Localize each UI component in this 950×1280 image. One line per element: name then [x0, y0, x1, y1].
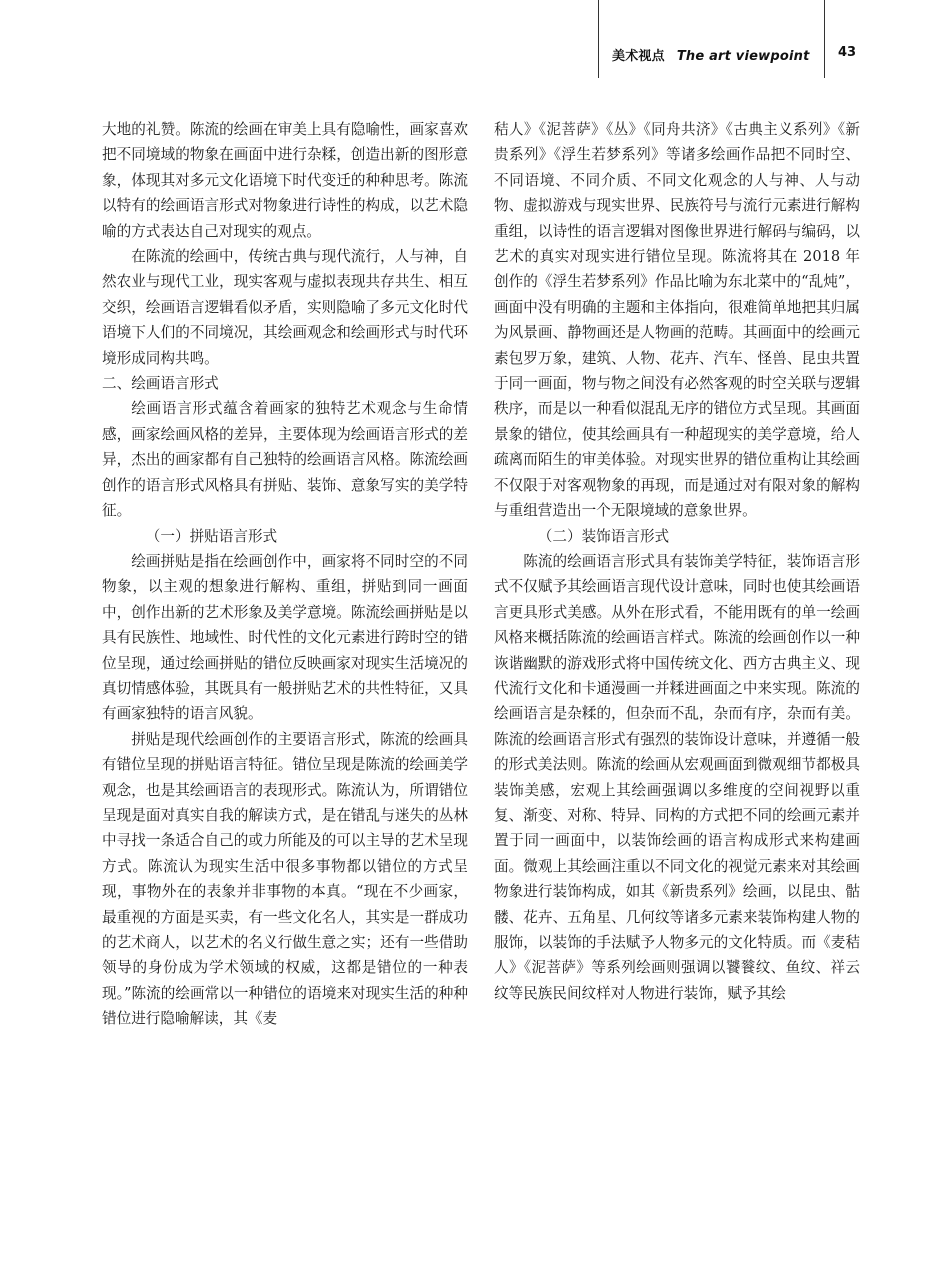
paragraph: 绘画语言形式蕴含着画家的独特艺术观念与生命情感，画家绘画风格的差异，主要体现为绘画语言形式的差异，杰出的画家都有自己独特的绘画语言风格。陈流绘画创作的语言形式风格具有拼贴、装饰、意象写实的美学特征。 — [102, 400, 468, 520]
paragraph: 在陈流的绘画中，传统古典与现代流行，人与神，自然农业与现代工业，现实客观与虚拟表现共存共生、相互交织，绘画语言逻辑看似矛盾，实则隐喻了多元文化时代语境下人们的不同境况，其绘画观念和绘画形式与时代环境形成同构共鸣。 — [102, 248, 468, 367]
section-heading: 二、绘画语言形式 — [102, 375, 219, 393]
paragraph: 秸人》《泥菩萨》《丛》《同舟共济》《古典主义系列》《新贵系列》《浮生若梦系列》等诸多绘画作品把不同时空、不同语境、不同介质、不同文化观念的人与神、人与动物、虚拟游戏与现实世界、民族符号与流行元素进行解构重组，以诗性的语言逻辑对图像世界进行解码与编码，以艺术的真实对现实进行错位呈现。陈流将其在 2018 年创作的《浮生若梦系列》作品比喻为东北菜中的“乱炖”，画面中没有明确的主题和主体指向，很难简单地把其归属为风景画、静物画还是人物画的范畴。其画面中的绘画元素包罗万象，建筑、人物、花卉、汽车、怪兽、昆虫共置于同一画面，物与物之间没有必然客观的时空关联与逻辑秩序，而是以一种看似混乱无序的错位方式呈现。其画面景象的错位，使其绘画具有一种超现实的美学意境，给人疏离而陌生的审美体验。对现实世界的错位重构让其绘画不仅限于对客观物象的再现，而是通过对有限对象的解构与重组营造出一个无限境域的意象世界。 — [494, 121, 860, 520]
header-title-en: The art viewpoint — [676, 49, 810, 64]
paragraph: 大地的礼赞。陈流的绘画在审美上具有隐喻性，画家喜欢把不同境域的物象在画面中进行杂糅，创造出新的图形意象，体现其对多元文化语境下时代变迁的种种思考。陈流以特有的绘画语言形式对物象进行诗性的构成，以艺术隐喻的方式表达自己对现实的观点。 — [102, 121, 468, 240]
section-heading: （二）装饰语言形式 — [537, 527, 670, 545]
paragraph: 绘画拼贴是指在绘画创作中，画家将不同时空的不同物象，以主观的想象进行解构、重组，拼贴到同一画面中，创作出新的艺术形象及美学意境。陈流绘画拼贴是以具有民族性、地域性、时代性的文化元素进行跨时空的错位呈现，通过绘画拼贴的错位反映画家对现实生活境况的真切情感体验，其既具有一般拼贴艺术的共性特征，又具有画家独特的语言风貌。 — [102, 552, 468, 723]
section-heading: （一）拼贴语言形式 — [145, 527, 278, 545]
page-number: 43 — [838, 45, 857, 60]
text-column-right — [494, 117, 860, 1006]
paragraph: 拼贴是现代绘画创作的主要语言形式，陈流的绘画具有错位呈现的拼贴语言特征。错位呈现是陈流的绘画美学观念，也是其绘画语言的表现形式。陈流认为，所谓错位呈现是面对真实自我的解读方式，是在错乱与迷失的丛林中寻找一条适合自己的或力所能及的可以主导的艺术呈现方式。陈流认为现实生活中很多事物都以错位的方式呈现，事物外在的表象并非事物的本真。“现在不少画家，最重视的方面是买卖，有一些文化名人，其实是一群成功的艺术商人，以艺术的名义行做生意之实；还有一些借助领导的身份成为学术领域的权威，这都是错位的一种表现。”陈流的绘画常以一种错位的语境来对现实生活的种种错位进行隐喻解读，其《麦 — [102, 730, 468, 1028]
header-title-cn: 美术视点 — [612, 49, 665, 64]
running-header — [612, 45, 810, 64]
header-divider-left — [598, 0, 599, 78]
header-divider-right — [824, 0, 825, 78]
text-column-left — [102, 117, 468, 1032]
paragraph: 陈流的绘画语言形式具有装饰美学特征，装饰语言形式不仅赋予其绘画语言现代设计意味，同时也使其绘画语言更具形式美感。从外在形式看，不能用既有的单一绘画风格来概括陈流的绘画语言样式。陈流的绘画创作以一种诙谐幽默的游戏形式将中国传统文化、西方古典主义、现代流行文化和卡通漫画一并糅进画面之中来实现。陈流的绘画语言是杂糅的，但杂而不乱，杂而有序，杂而有美。陈流的绘画语言形式有强烈的装饰设计意味，并遵循一般的形式美法则。陈流的绘画从宏观画面到微观细节都极具装饰美感，宏观上其绘画强调以多维度的空间视野以重复、渐变、对称、特异、同构的方式把不同的绘画元素并置于同一画面中，以装饰绘画的语言构成形式来构建画面。微观上其绘画注重以不同文化的视觉元素来对其绘画物象进行装饰构成，如其《新贵系列》绘画，以昆虫、骷髅、花卉、五角星、几何纹等诸多元素来装饰构建人物的服饰，以装饰的手法赋予人物多元的文化特质。而《麦秸人》《泥菩萨》等系列绘画则强调以饕餮纹、鱼纹、祥云纹等民族民间纹样对人物进行装饰，赋予其绘 — [494, 552, 860, 1002]
